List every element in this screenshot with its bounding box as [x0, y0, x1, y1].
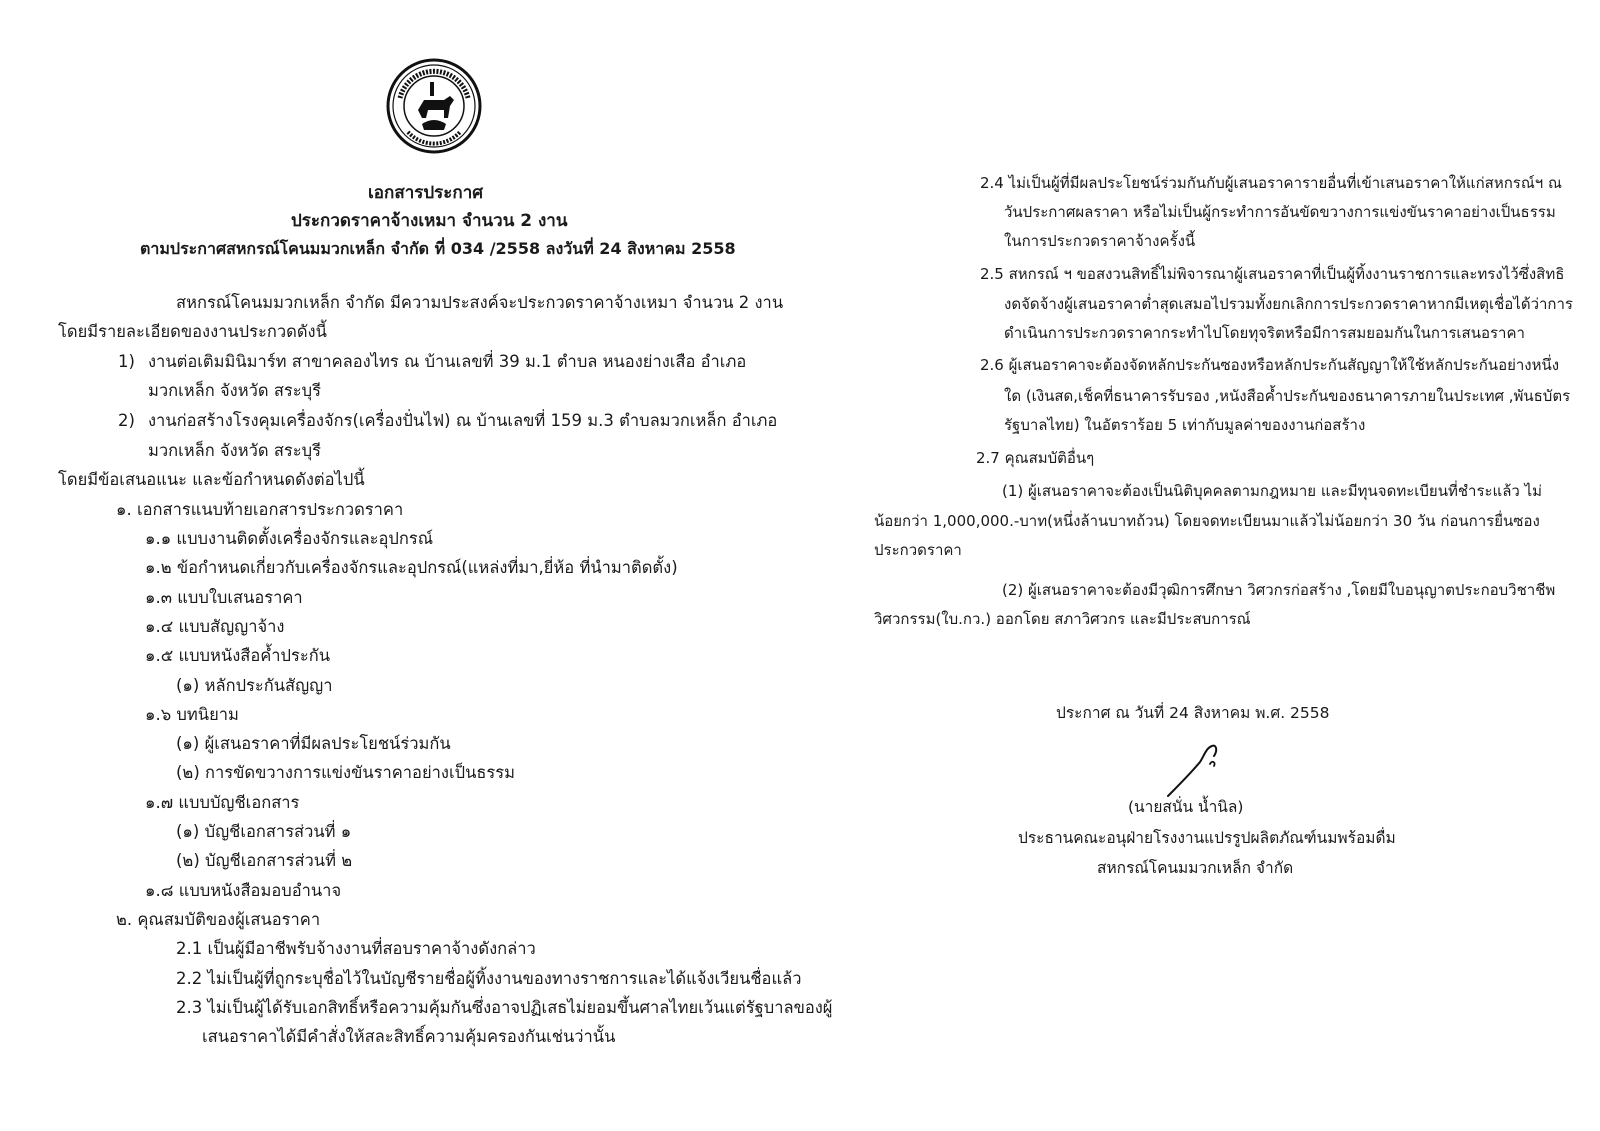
intro-line: สหกรณ์โคนมมวกเหล็ก จำกัด มีความประสงค์จะประกวดราคาจ้างเหมา จำนวน 2 งาน [176, 293, 784, 312]
right-paragraph-line: 2.4 ไม่เป็นผู้ที่มีผลประโยชน์ร่วมกันกับผู้เสนอราคารายอื่นที่เข้าเสนอราคาให้แก่สหกรณ์ฯ ณ [980, 174, 1562, 192]
right-paragraph-line: (1) ผู้เสนอราคาจะต้องเป็นนิติบุคคลตามกฎหมาย และมีทุนจดทะเบียนที่ชำระแล้ว ไม่ [1002, 482, 1543, 500]
section-item: ๑.๖ บทนิยาม [145, 705, 239, 724]
announcement-date: ประกาศ ณ วันที่ 24 สิงหาคม พ.ศ. 2558 [1056, 704, 1330, 722]
signer-name: (นายสนั่น น้ำนิล) [1128, 798, 1244, 816]
section-item: 2.2 ไม่เป็นผู้ที่ถูกระบุชื่อไว้ในบัญชีรายชื่อผู้ทิ้งงานของทางราชการและได้แจ้งเวียนชื่อแล้ว [176, 969, 802, 988]
section-heading: ๒. คุณสมบัติของผู้เสนอราคา [116, 910, 321, 929]
signer-title: ประธานคณะอนุฝ่ายโรงงานแปรรูปผลิตภัณฑ์นมพร้อมดื่ม [1018, 829, 1396, 847]
section-item: 2.3 ไม่เป็นผู้ได้รับเอกสิทธิ์หรือความคุ้มกันซึ่งอาจปฏิเสธไม่ยอมขึ้นศาลไทยเว้นแต่รัฐบาลของผู้ [176, 998, 833, 1017]
section-heading: ๑. เอกสารแนบท้ายเอกสารประกวดราคา [116, 500, 404, 519]
work-number: 2) [118, 411, 135, 430]
section-item: ๑.๗ แบบบัญชีเอกสาร [145, 793, 300, 812]
right-paragraph-line: (2) ผู้เสนอราคาจะต้องมีวุฒิการศึกษา วิศวกรก่อสร้าง ,โดยมีใบอนุญาตประกอบวิชาชีพ [1002, 581, 1556, 599]
right-paragraph-line: วันประกาศผลราคา หรือไม่เป็นผู้กระทำการอันขัดขวางการแข่งขันราคาอย่างเป็นธรรม [1004, 203, 1556, 221]
section-item: ๑.๒ ข้อกำหนดเกี่ยวกับเครื่องจักรและอุปกรณ์(แหล่งที่มา,ยี่ห้อ ที่นำมาติดตั้ง) [145, 558, 678, 577]
section-item: 2.1 เป็นผู้มีอาชีพรับจ้างงานที่สอบราคาจ้างดังกล่าว [176, 939, 536, 958]
work-description: งานก่อสร้างโรงคุมเครื่องจักร(เครื่องปั่นไฟ) ณ บ้านเลขที่ 159 ม.3 ตำบลมวกเหล็ก อำเภอ [148, 411, 778, 430]
right-paragraph-line: ดำเนินการประกวดราคากระทำไปโดยทุจริตหรือมีการสมยอมกันในการเสนอราคา [1004, 324, 1525, 342]
right-paragraph-line: 2.6 ผู้เสนอราคาจะต้องจัดหลักประกันซองหรือหลักประกันสัญญาให้ใช้หลักประกันอย่างหนึ่ง [980, 356, 1560, 374]
right-paragraph-line: ใด (เงินสด,เช็คที่ธนาคารรับรอง ,หนังสือค้ำประกันของธนาคารภายในประเทศ ,พันธบัตร [1004, 387, 1571, 405]
right-paragraph-line: งดจัดจ้างผู้เสนอราคาต่ำสุดเสมอไปรวมทั้งยกเลิกการประกวดราคาหากมีเหตุเชื่อได้ว่าการ [1004, 295, 1573, 313]
announcement-reference: ตามประกาศสหกรณ์โคนมมวกเหล็ก จำกัด ที่ 034 /2558 ลงวันที่ 24 สิงหาคม 2558 [140, 239, 736, 258]
section-subitem: (๒) การขัดขวางการแข่งขันราคาอย่างเป็นธรรม [176, 763, 516, 782]
work-description: มวกเหล็ก จังหวัด สระบุรี [148, 441, 321, 460]
section-subitem: (๑) ผู้เสนอราคาที่มีผลประโยชน์ร่วมกัน [176, 734, 451, 753]
work-description: งานต่อเติมมินิมาร์ท สาขาคลองไทร ณ บ้านเลขที่ 39 ม.1 ตำบล หนองย่างเสือ อำเภอ [148, 352, 747, 371]
section-subitem: (๑) หลักประกันสัญญา [176, 676, 333, 695]
right-paragraph-line: 2.5 สหกรณ์ ฯ ขอสงวนสิทธิ์ไม่พิจารณาผู้เสนอราคาที่เป็นผู้ทิ้งงานราชการและทรงไว้ซึ่งสิทธิ [980, 265, 1565, 283]
signer-organization: สหกรณ์โคนมมวกเหล็ก จำกัด [1097, 859, 1294, 877]
right-paragraph-line: รัฐบาลไทย) ในอัตราร้อย 5 เท่ากับมูลค่าของงานก่อสร้าง [1004, 416, 1366, 434]
right-paragraph-line: วิศวกรรม(ใบ.กว.) ออกโดย สภาวิศวกร และมีประสบการณ์ [874, 610, 1251, 628]
section-item: ๑.๓ แบบใบเสนอราคา [145, 588, 303, 607]
cooperative-seal-logo [386, 58, 482, 154]
work-number: 1) [118, 352, 135, 371]
handwritten-signature [1160, 740, 1230, 802]
right-paragraph-line: ประกวดราคา [874, 541, 962, 559]
section-item: ๑.๑ แบบงานติดตั้งเครื่องจักรและอุปกรณ์ [145, 529, 434, 548]
section-item: เสนอราคาได้มีคำสั่งให้สละสิทธิ์ความคุ้มครองกันเช่นว่านั้น [202, 1027, 616, 1046]
right-paragraph-line: น้อยกว่า 1,000,000.-บาท(หนึ่งล้านบาทถ้วน) โดยจดทะเบียนมาแล้วไม่น้อยกว่า 30 วัน ก่อนการยื่นซอง [874, 512, 1540, 530]
section-item: ๑.๕ แบบหนังสือค้ำประกัน [145, 646, 330, 665]
section-item: ๑.๘ แบบหนังสือมอบอำนาจ [145, 881, 342, 900]
section-item: ๑.๔ แบบสัญญาจ้าง [145, 617, 285, 636]
document-title: เอกสารประกาศ [368, 183, 484, 203]
section-subitem: (๑) บัญชีเอกสารส่วนที่ ๑ [176, 822, 352, 841]
right-paragraph-line: ในการประกวดราคาจ้างครั้งนี้ [1004, 232, 1196, 250]
work-description: มวกเหล็ก จังหวัด สระบุรี [148, 381, 321, 400]
intro-line: โดยมีรายละเอียดของงานประกวดดังนี้ [58, 322, 327, 341]
section-subitem: (๒) บัญชีเอกสารส่วนที่ ๒ [176, 851, 353, 870]
document-subtitle: ประกวดราคาจ้างเหมา จำนวน 2 งาน [291, 211, 568, 231]
right-paragraph-line: 2.7 คุณสมบัติอื่นๆ [976, 449, 1095, 467]
conditions-intro: โดยมีข้อเสนอแนะ และข้อกำหนดดังต่อไปนี้ [58, 470, 365, 489]
